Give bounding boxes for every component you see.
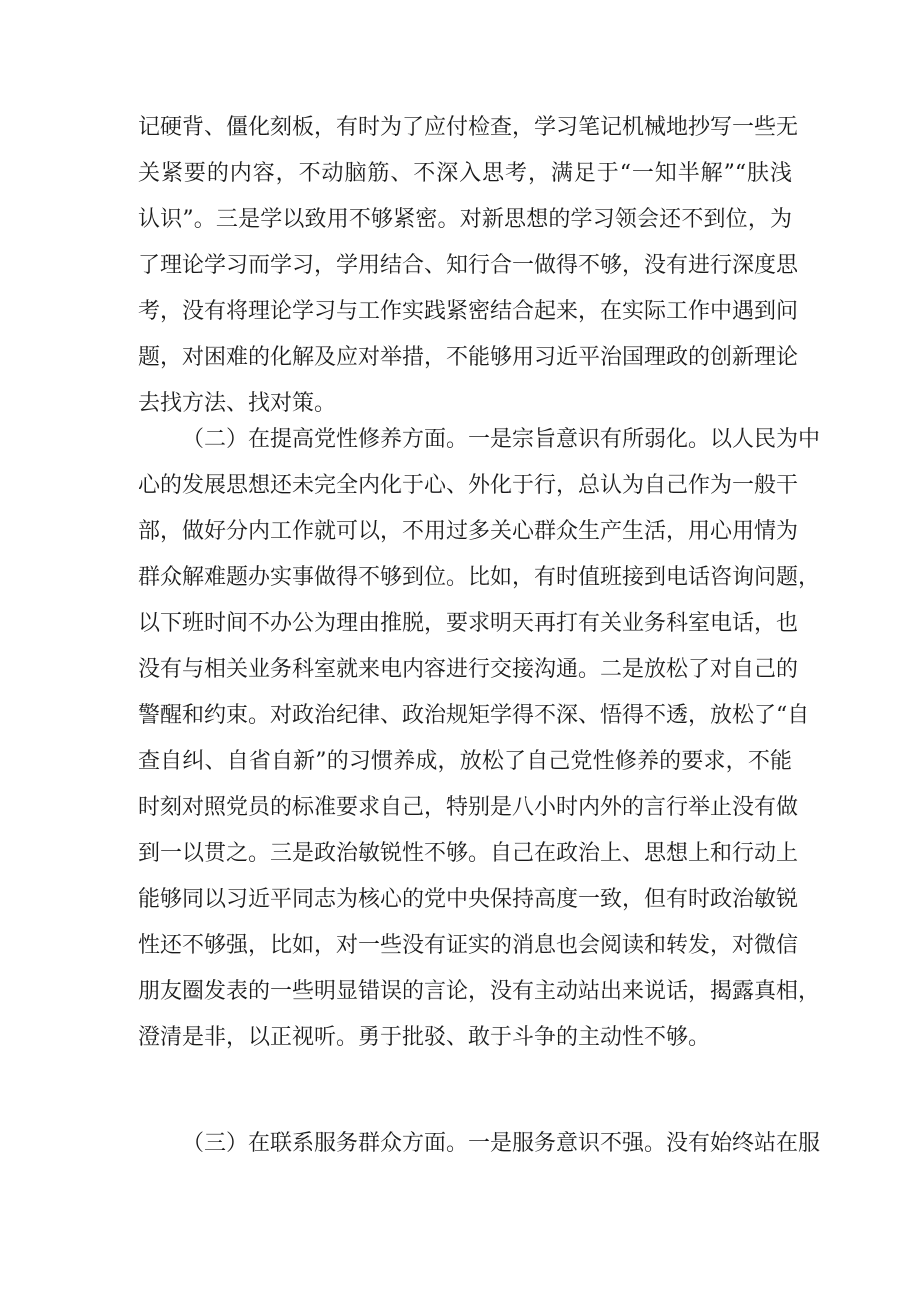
paragraph-continuation bbox=[138, 105, 799, 427]
text-line: 没有与相关业务科室就来电内容进行交接沟通。二是放松了对自己的 bbox=[138, 657, 799, 682]
text-line: 认识”。三是学以致用不够紧密。对新思想的学习领会还不到位，为 bbox=[138, 207, 792, 232]
text-line: 去找方法、找对策。 bbox=[138, 391, 337, 416]
text-line: 关紧要的内容，不动脑筋、不深入思考，满足于“一知半解”“肤浅 bbox=[138, 161, 792, 186]
text-line: 了理论学习而学习，学用结合、知行合一做得不够，没有进行深度思 bbox=[138, 253, 799, 278]
text-line: （二）在提高党性修养方面。一是宗旨意识有所弱化。以人民为中 bbox=[182, 427, 821, 452]
text-line: 以下班时间不办公为理由推脱，要求明天再打有关业务科室电话，也 bbox=[138, 611, 799, 636]
text-line: 考，没有将理论学习与工作实践紧密结合起来，在实际工作中遇到问 bbox=[138, 299, 799, 324]
text-line: 澄清是非，以正视听。勇于批驳、敢于斗争的主动性不够。 bbox=[138, 1025, 711, 1050]
text-line: 心的发展思想还未完全内化于心、外化于行，总认为自己作为一般干 bbox=[138, 473, 799, 498]
text-line: 到一以贯之。三是政治敏锐性不够。自己在政治上、思想上和行动上 bbox=[138, 841, 799, 866]
text-line: 记硬背、僵化刻板，有时为了应付检查，学习笔记机械地抄写一些无 bbox=[138, 115, 799, 140]
paragraph-serving-masses bbox=[138, 1121, 821, 1167]
text-line: 警醒和约束。对政治纪律、政治规矩学得不深、悟得不透，放松了“自 bbox=[138, 703, 810, 728]
text-line: 能够同以习近平同志为核心的党中央保持高度一致，但有时政治敏锐 bbox=[138, 887, 799, 912]
text-line: 查自纠、自省自新”的习惯养成，放松了自己党性修养的要求，不能 bbox=[138, 749, 792, 774]
text-line: （三）在联系服务群众方面。一是服务意识不强。没有始终站在服 bbox=[182, 1131, 821, 1156]
text-line: 时刻对照党员的标准要求自己，特别是八小时内外的言行举止没有做 bbox=[138, 795, 799, 820]
text-line: 题，对困难的化解及应对举措，不能够用习近平治国理政的创新理论 bbox=[138, 345, 799, 370]
text-line: 群众解难题办实事做得不够到位。比如，有时值班接到电话咨询问题， bbox=[138, 565, 821, 590]
text-line: 部，做好分内工作就可以，不用过多关心群众生产生活，用心用情为 bbox=[138, 519, 799, 544]
text-line: 朋友圈发表的一些明显错误的言论，没有主动站出来说话，揭露真相， bbox=[138, 979, 821, 1004]
paragraph-party-spirit bbox=[138, 417, 821, 1061]
text-line: 性还不够强，比如，对一些没有证实的消息也会阅读和转发，对微信 bbox=[138, 933, 799, 958]
